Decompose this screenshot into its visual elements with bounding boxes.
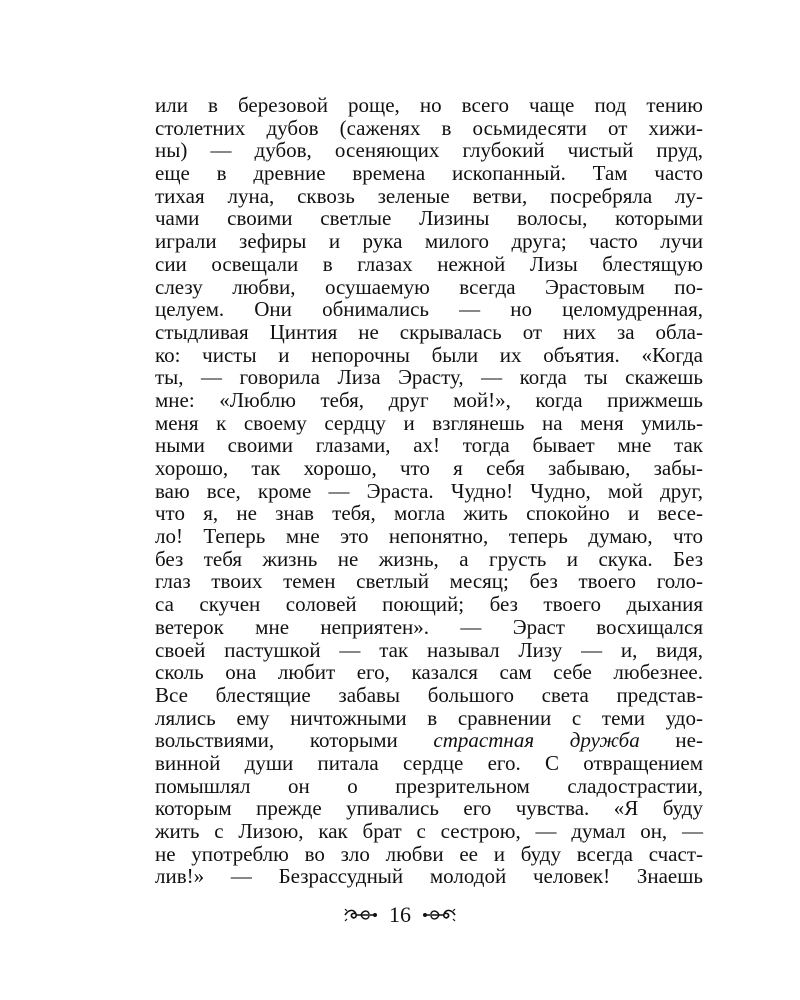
body-text [155, 94, 703, 888]
text-line-8: сии освещали в глазах нежной Лизы блестящую [155, 251, 703, 276]
text-line-18: ваю все, кроме — Эраста. Чудно! Чудно, мой друг, [155, 478, 703, 503]
text-line-34: не употреблю во зло любви ее и буду всегда счаст- [155, 841, 703, 866]
text-line-32: которым прежде упивались его чувства. «Я буду [155, 796, 703, 821]
text-line-24: ветерок мне неприятен». — Эраст восхищался [155, 614, 703, 639]
text-line-33: жить с Лизою, как брат с сестрою, — думал он, — [155, 819, 703, 843]
text-line-10: целуем. Они обнимались — но целомудренная, [155, 297, 703, 322]
text-line-3: ны) — дубов, осеняющих глубокий чистый пруд, [155, 138, 703, 163]
page-footer [0, 900, 800, 930]
left-flourish-icon [343, 906, 379, 924]
text-line-30: винной души питала сердце его. С отвращением [155, 750, 703, 775]
text-line-28: лялись ему ничтожными в сравнении с теми удо- [155, 705, 703, 730]
text-line-35: лив!» — Безрассудный молодой человек! Знаешь [155, 864, 703, 889]
text-line-21: без тебя жизнь не жизнь, а грусть и скука. Без [155, 546, 703, 571]
right-flourish-icon [421, 906, 457, 924]
text-line-16: ными своими глазами, ах! тогда бывает мне так [155, 433, 703, 458]
text-line-2: столетних дубов (саженях в осьмидесяти от хижи- [155, 115, 703, 140]
text-line-11: стыдливая Цинтия не скрывалась от них за обла- [155, 319, 703, 344]
text-line-14: мне: «Люблю тебя, друг мой!», когда прижмешь [155, 387, 703, 412]
italic-phrase: страстная дружба [433, 728, 640, 753]
page-number: 16 [389, 902, 411, 927]
text-line-5: тихая луна, сквозь зеленые ветви, посребряла лу- [155, 183, 703, 208]
text-line-19: что я, не знав тебя, могла жить спокойно и весе- [155, 501, 703, 526]
text-line-9: слезу любви, осушаемую всегда Эрастовым по- [155, 274, 703, 299]
text-line-29-end: не- [639, 728, 703, 753]
text-line-25: своей пастушкой — так называл Лизу — и, видя, [155, 637, 703, 662]
text-line-7: играли зефиры и рука милого друга; часто лучи [155, 229, 703, 254]
text-line-17: хорошо, так хорошо, что я себя забываю, забы- [155, 456, 703, 480]
text-line-26: сколь она любит его, казался сам себе любезнее. [155, 660, 703, 685]
text-line-4: еще в древние времена ископанный. Там часто [155, 161, 703, 186]
text-line-6: чами своими светлые Лизины волосы, которыми [155, 206, 703, 231]
text-line-27: Все блестящие забавы большого света представ- [155, 682, 703, 707]
text-line-29 [155, 729, 703, 752]
text-line-23: са скучен соловей поющий; без твоего дыхания [155, 592, 703, 617]
text-line-13: ты, — говорила Лиза Эрасту, — когда ты скажешь [155, 365, 703, 390]
text-line-15: меня к своему сердцу и взглянешь на меня умиль- [155, 410, 703, 435]
text-line-1: или в березовой роще, но всего чаще под тению [155, 93, 703, 117]
text-line-29-start: вольствиями, которыми [155, 728, 434, 753]
text-line-20: ло! Теперь мне это непонятно, теперь думаю, что [155, 524, 703, 549]
text-line-12: ко: чисты и непорочны были их объятия. «Когда [155, 342, 703, 367]
text-line-22: глаз твоих темен светлый месяц; без твоего голо- [155, 569, 703, 594]
text-line-31: помышлял он о презрительном сладострастии, [155, 773, 703, 798]
